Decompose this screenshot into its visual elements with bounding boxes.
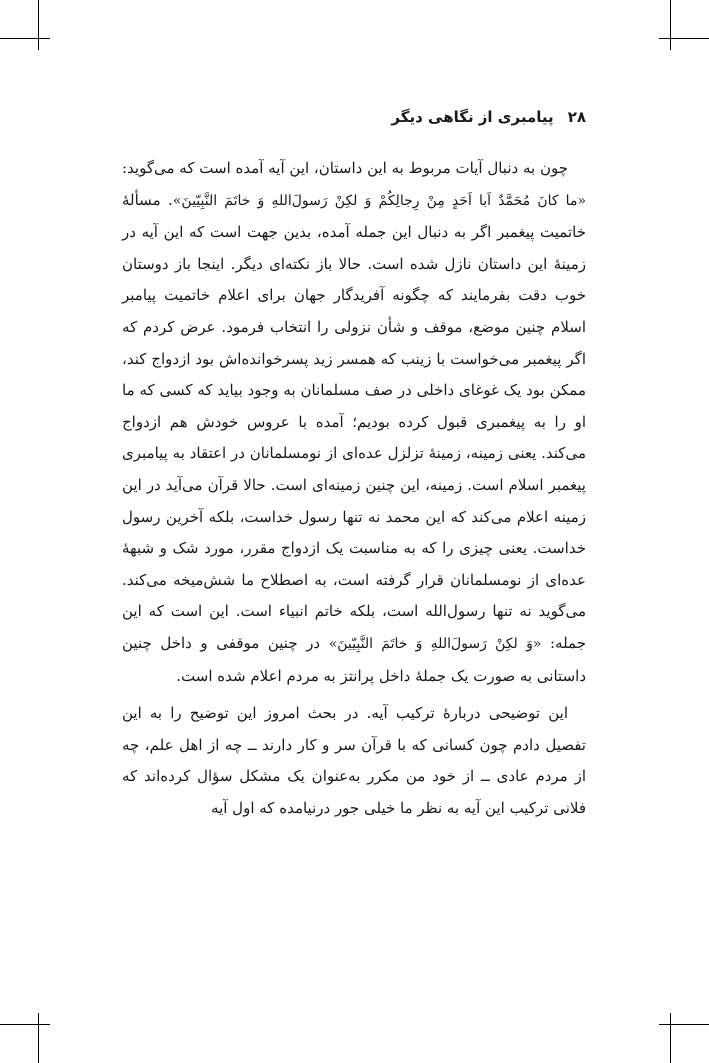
quran-verse-1: «ما کانَ مُحَمَّدٌ اَبا اَحَدٍ مِنْ رِجالِکُمْ وَ لکِنْ رَسولَ‌اللهِ وَ خاتَمَ النَّبِیّینَ» <box>172 192 587 209</box>
paragraph-1 <box>122 153 586 692</box>
crop-mark-bottom-left-h <box>0 1024 50 1025</box>
quran-verse-2: «وَ لکِنْ رَسولَ‌اللهِ وَ خاتَمَ النَّبِیّینَ» <box>328 635 542 652</box>
crop-mark-top-right-v <box>670 0 671 50</box>
paragraph-1-part-a: چون به دنبال آیات مربوط به این داستان، این آیه آمده است که می‌گوید: <box>122 159 568 177</box>
paragraph-2: این توضیحی دربارهٔ ترکیب آیه. در بحث امروز این توضیح را به این تفصیل دادم چون کسانی که با قرآن سر و کار دارند ــ چه از اهل علم، چه از مردم عادی ــ از خود من مکرر به‌عنوان یک مشکل سؤال کرده‌اند که فلانی ترکیب این آیه به نظر ما خیلی جور درنیامده که اول آیه <box>122 704 586 817</box>
page-number: ۲۸ <box>567 108 586 126</box>
paragraph-1-part-b: . مسألهٔ خاتمیت پیغمبر اگر به دنبال این جمله آمده، بدین جهت است که این آیه در زمینهٔ این داستان نازل شده است. حالا باز نکته‌ای دیگر. اینجا باز دوستان خوب دقت بفرمایند که چگونه آفریدگار جهان برای اعلام خاتمیت پیامبر اسلام چنین موضع، موقف و شأن نزولی را انتخاب فرمود. عرض کردم که اگر پیغمبر می‌خواست با زینب که همسر زید پسرخوانده‌اش بود ازدواج کند، ممکن بود یک غوغای داخلی در صف مسلمانان به وجود بیاید که کسی که ما او را به پیغمبری قبول کرده بودیم؛ آمده با عروس خودش هم ازدواج می‌کند. یعنی زمینه، زمینهٔ تزلزل عده‌ای از نومسلمانان در اعتقاد به پیامبری پیغمبر اسلام است. زمینه، این چنین زمینه‌ای است. حالا قرآن می‌آید در این زمینه اعلام می‌کند که این محمد نه تنها رسول خداست، بلکه آخرین رسول خداست. یعنی چیزی را که به مناسبت یک ازدواج مقرر، مورد شک و شبههٔ عده‌ای از نومسلمانان قرار گرفته است، به اصطلاح ما شش‌میخه می‌کند. می‌گوید نه تنها رسول‌الله است، بلکه خاتم انبیاء است. این است که این جمله: <box>122 190 586 652</box>
paragraph-1-part-c: در چنین موقفی و داخل چنین داستانی به صورت یک جملهٔ داخل پرانتز به مردم اعلام شده است. <box>122 633 586 685</box>
book-title: پیامبری از نگاهی دیگر <box>391 108 554 126</box>
crop-mark-bottom-right-v <box>670 1013 671 1063</box>
crop-mark-bottom-left-v <box>38 1013 39 1063</box>
crop-mark-top-left-v <box>38 0 39 50</box>
crop-mark-bottom-right-h <box>659 1024 709 1025</box>
crop-mark-top-left-h <box>0 38 50 39</box>
running-header <box>122 108 586 134</box>
crop-mark-top-right-h <box>659 38 709 39</box>
page-body <box>122 153 586 824</box>
